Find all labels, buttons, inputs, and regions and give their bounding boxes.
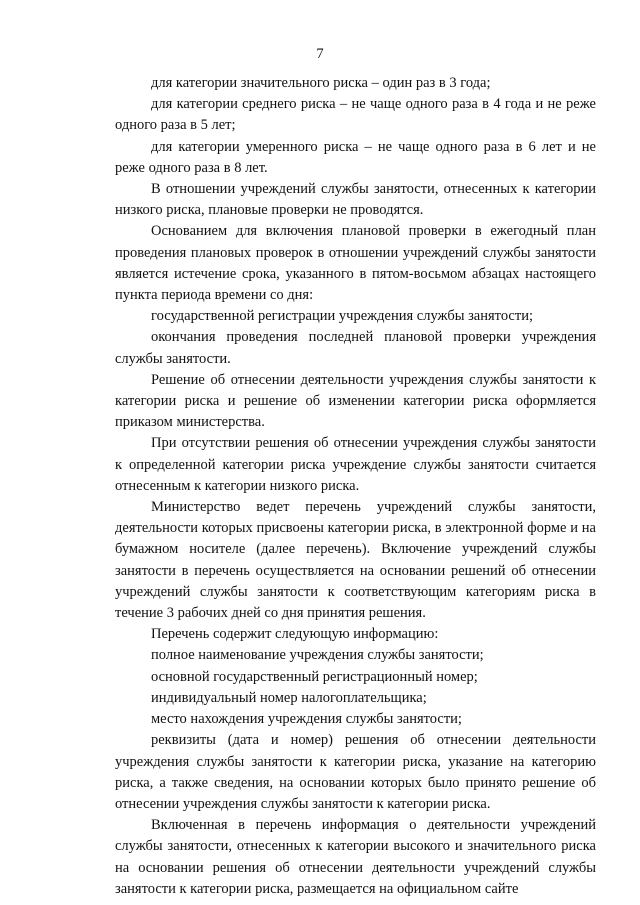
paragraph: полное наименование учреждения службы занятости; xyxy=(151,647,484,664)
paragraph: Включенная в перечень информация о деятельности учреждений службы занятости, отнесенных к категории высокого и значительного риска на основании решения об отнесении деятельности учреждений службы занятости к категории риска, размещается на официальном сайте xyxy=(115,817,596,897)
paragraph: место нахождения учреждения службы занятости; xyxy=(151,711,462,728)
paragraph: окончания проведения последней плановой проверки учреждения службы занятости. xyxy=(115,329,596,367)
paragraph: индивидуальный номер налогоплательщика; xyxy=(151,689,427,706)
paragraph: для категории значительного риска – один раз в 3 года; xyxy=(151,75,491,91)
paragraph: Министерство ведет перечень учреждений службы занятости, деятельности которых присвоены категории риска, в электронной форме и на бумажном носителе (далее перечень). Включение учреждений службы занятости в перечень осуществляется на основании решений об отнесении учреждений службы занятости к соответствующим категориям риска в течение 3 рабочих дней со дня принятия решения. xyxy=(115,499,596,622)
paragraph: для категории умеренного риска – не чаще одного раза в 6 лет и не реже одного раза в 8 лет. xyxy=(115,138,596,176)
paragraph: для категории среднего риска – не чаще одного раза в 4 года и не реже одного раза в 5 лет; xyxy=(115,96,596,134)
paragraph: При отсутствии решения об отнесении учреждения службы занятости к определенной категории риска учреждение службы занятости считается отнесенным к категории низкого риска. xyxy=(115,435,596,494)
paragraph: Основанием для включения плановой проверки в ежегодный план проведения плановых проверок в отношении учреждений службы занятости является истечение срока, указанного в пятом-восьмом абзацах настоящего пункта периода времени со дня: xyxy=(115,223,596,304)
paragraph: государственной регистрации учреждения службы занятости; xyxy=(151,308,533,325)
paragraph: В отношении учреждений службы занятости, отнесенных к категории низкого риска, плановые проверки не проводятся. xyxy=(115,181,596,219)
document-body xyxy=(115,73,596,900)
paragraph: реквизиты (дата и номер) решения об отнесении деятельности учреждения службы занятости к категории риска, указание на категорию риска, а также сведения, на основании которых было принято решение об отнесении учреждения службы занятости к категории риска. xyxy=(115,732,596,812)
paragraph: Решение об отнесении деятельности учреждения службы занятости к категории риска и решение об изменении категории риска оформляется приказом министерства. xyxy=(115,371,596,431)
paragraph: основной государственный регистрационный номер; xyxy=(151,668,478,685)
paragraph: Перечень содержит следующую информацию: xyxy=(151,626,439,643)
page-number: 7 xyxy=(316,46,324,62)
